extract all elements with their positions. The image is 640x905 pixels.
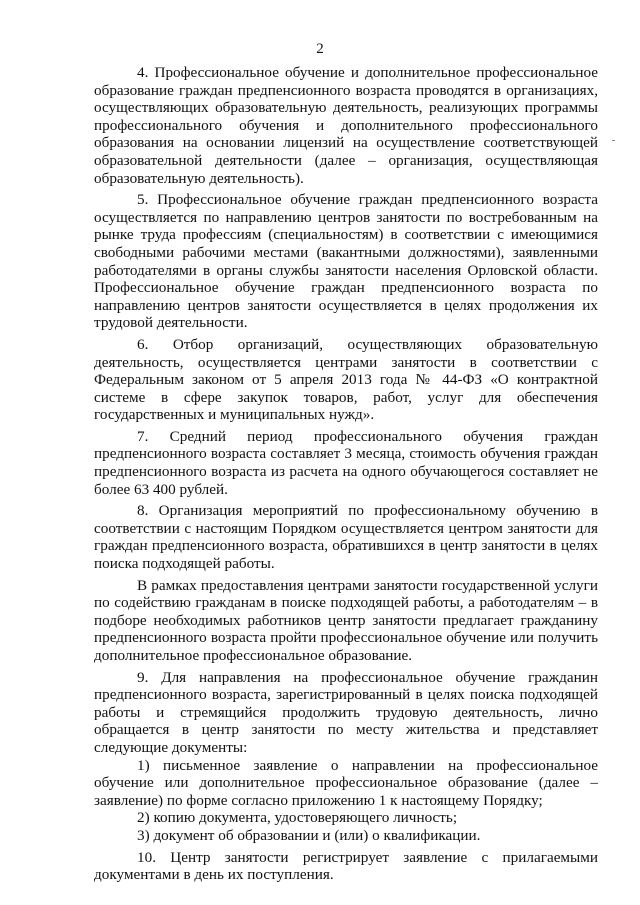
scan-edge-mark — [612, 140, 615, 141]
paragraph-services: В рамках предоставления центрами занятости государственной услуги по содействию гражданам в поиске подходящей работы, а работодателям – в подборе необходимых работников центр занятости предлагает гражданину предпенсионного возраста пройти профессиональное обучение или получить дополнительное профессиональное образование. — [94, 576, 598, 664]
document-body — [94, 64, 598, 884]
paragraph-4: 4. Профессиональное обучение и дополнительное профессиональное образование граждан предпенсионного возраста проводятся в организациях, осуществляющих образовательную деятельность, реализующих программы профессионального обучения и дополнительного профессионального образования на основании лицензий на осуществление соответствующей образовательной деятельности (далее – организация, осуществляющая образовательную деятельность). — [94, 64, 598, 187]
paragraph-6: 6. Отбор организаций, осуществляющих образовательную деятельность, осуществляется центрами занятости в соответствии с Федеральным законом от 5 апреля 2013 года № 44-ФЗ «О контрактной системе в сфере закупок товаров, работ, услуг для обеспечения государственных и муниципальных нужд». — [94, 335, 598, 424]
list-item-3: 3) документ об образовании и (или) о квалификации. — [137, 826, 481, 844]
paragraph-8: 8. Организация мероприятий по профессиональному обучению в соответствии с настоящим Порядком осуществляется центром занятости для граждан предпенсионного возраста, обратившихся в центр занятости в целях поиска подходящей работы. — [94, 502, 598, 573]
list-item-2: 2) копию документа, удостоверяющего личность; — [137, 809, 458, 827]
page-number: 2 — [316, 41, 324, 57]
paragraph-9: 9. Для направления на профессиональное обучение гражданин предпенсионного возраста, зарегистрированный в целях поиска подходящей работы и стремящийся продолжить трудовую деятельность, лично обращается в центр занятости по месту жительства и представляет следующие документы: — [94, 668, 598, 756]
paragraph-10: 10. Центр занятости регистрирует заявление с прилагаемыми документами в день их поступления. — [94, 848, 598, 884]
paragraph-7: 7. Средний период профессионального обучения граждан предпенсионного возраста составляет 3 месяца, стоимость обучения граждан предпенсионного возраста из расчета на одного обучающегося составляет не более 63 400 рублей. — [94, 427, 598, 498]
list-item-1: 1) письменное заявление о направлении на профессиональное обучение или дополнительное профессиональное образование (далее – заявление) по форме согласно приложению 1 к настоящему Порядку; — [94, 756, 598, 809]
paragraph-5: 5. Профессиональное обучение граждан предпенсионного возраста осуществляется по направлению центров занятости по востребованным на рынке труда профессиям (специальностям) в соответствии с имеющимися свободными рабочими местами (вакантными должностями), заявленными работодателями в органы службы занятости населения Орловской области. Профессиональное обучение граждан предпенсионного возраста по направлению центров занятости осуществляется в целях продолжения их трудовой деятельности. — [94, 191, 598, 332]
